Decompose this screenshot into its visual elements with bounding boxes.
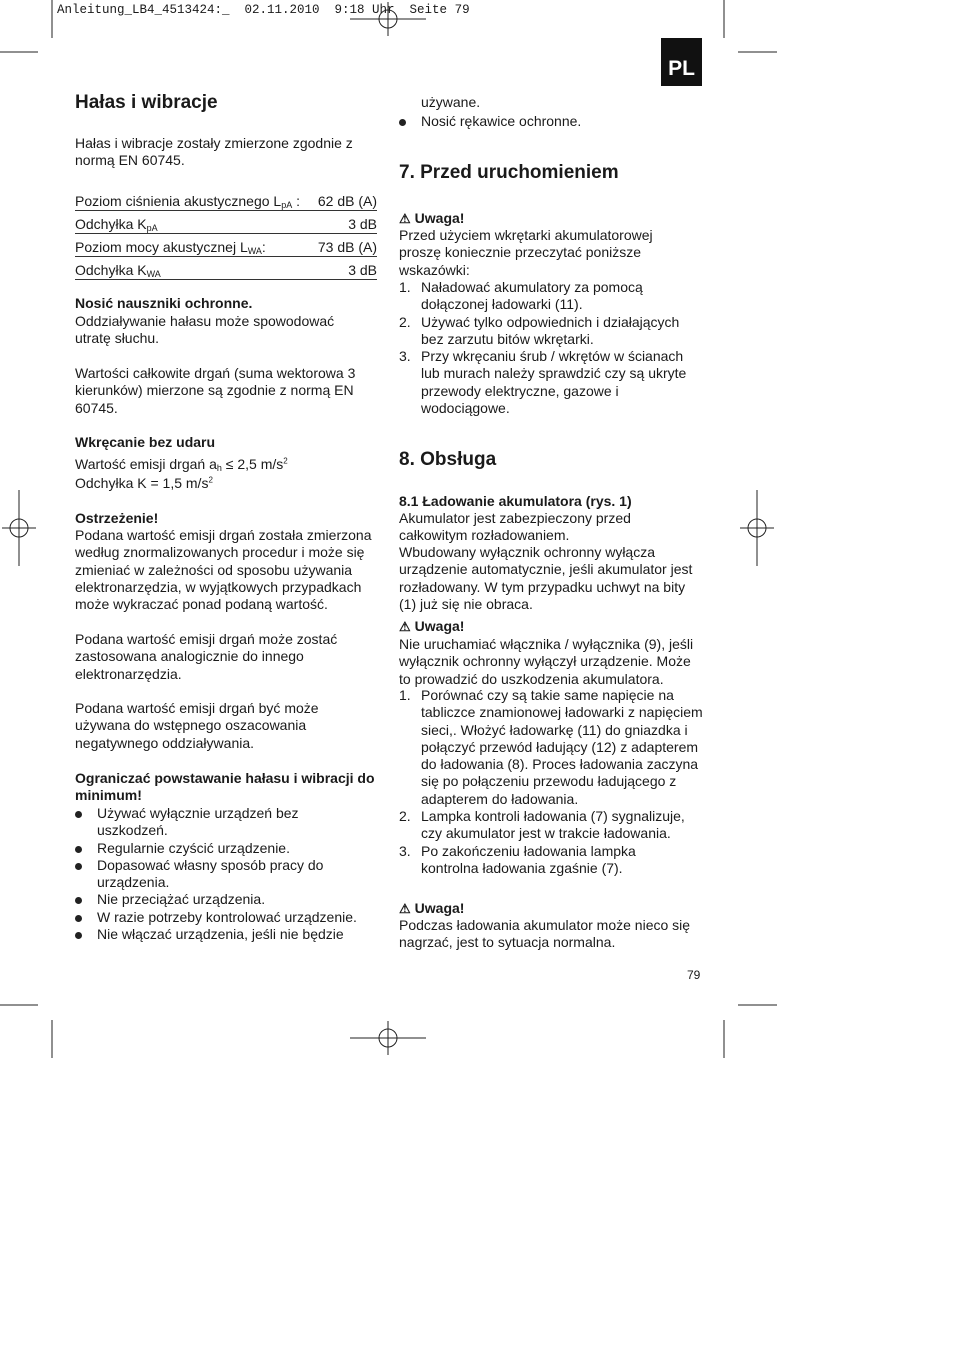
charging-para-1: Akumulator jest zabezpieczony przed całkowitym rozładowaniem. xyxy=(399,510,631,544)
gloves-list xyxy=(399,113,699,130)
list-item: W razie potrzeby kontrolować urządzenie. xyxy=(75,909,365,926)
subsection-charging-heading: 8.1 Ładowanie akumulatora (rys. 1) xyxy=(399,493,632,509)
list-item: Nie przeciążać urządzenia. xyxy=(75,891,365,908)
before-start-intro: Przed użyciem wkrętarki akumulatorowej proszę koniecznie przeczytać poniższe wskazówki: xyxy=(399,227,653,278)
spec-value: 62 dB (A) xyxy=(317,192,377,209)
spec-row xyxy=(75,211,377,234)
spec-row xyxy=(75,257,377,280)
attention-label: ⚠ Uwaga! xyxy=(399,210,465,226)
continued-text: używane. xyxy=(421,94,481,110)
section-title-noise: Hałas i wibracje xyxy=(75,92,218,113)
attention-label: ⚠ Uwaga! xyxy=(399,900,465,916)
limit-list xyxy=(75,805,365,943)
warning-triangle-icon: ⚠ xyxy=(399,619,411,634)
vibration-text: Wartości całkowite drgań (suma wektorowa 3 kierunków) mierzone są zgodnie z normą EN 60745. xyxy=(75,365,356,416)
list-item: Nie włączać urządzenia, jeśli nie będzie xyxy=(75,926,365,943)
limit-heading: Ograniczać powstawanie hałasu i wibracji do minimum! xyxy=(75,770,375,804)
print-slug: Anleitung_LB4_4513424:_ 02.11.2010 9:18 Uhr Seite 79 xyxy=(57,3,470,17)
section-title-before-start: 7. Przed uruchomieniem xyxy=(399,162,619,183)
charging-warning-text: Nie uruchamiać włącznika / wyłącznika (9), jeśli wyłącznik ochronny wyłączył urządzenie. Może to prowadzić do uszkodzenia akumulatora. xyxy=(399,636,694,687)
list-item: Nosić rękawice ochronne. xyxy=(399,113,699,130)
spec-value: 3 dB xyxy=(314,211,377,234)
spec-label: Odchyłka $K_{pA}$ xyxy=(75,211,314,234)
warning-heading: Ostrzeżenie! xyxy=(75,510,159,526)
emission-paragraph-3: Podana wartość emisji drgań być może używana do wstępnego oszacowania negatywnego oddziaływania. xyxy=(75,700,319,751)
charging-steps xyxy=(399,687,703,877)
emission-paragraph-2: Podana wartość emisji drgań może zostać zastosowana analogicznie do innego elektronarzędzia. xyxy=(75,631,338,682)
ear-protection-text: Oddziaływanie hałasu może spowodować utratę słuchu. xyxy=(75,313,335,347)
warning-triangle-icon: ⚠ xyxy=(399,211,411,226)
ear-protection-heading: Nosić nauszniki ochronne. xyxy=(75,295,253,311)
attention-label: ⚠ Uwaga! xyxy=(399,618,465,634)
screwing-heading: Wkręcanie bez udaru xyxy=(75,434,216,450)
spec-label: Poziom mocy akustycznej $L_{WA}$: xyxy=(75,234,314,257)
noise-spec-table xyxy=(75,188,377,280)
spec-value: 73 dB (A) xyxy=(314,234,377,257)
spec-label: Poziom ciśnienia akustycznego $L_{pA}$ : xyxy=(75,192,301,210)
spec-label: Odchyłka $K_{WA}$ xyxy=(75,257,314,280)
spec-row xyxy=(75,188,377,211)
list-item: 3. Po zakończeniu ładowania lampka kontrolna ładowania zgaśnie (7). xyxy=(399,842,636,876)
warning-text: Podana wartość emisji drgań została zmierzona według znormalizowanych procedur i może się zmieniać w zależności od sposobu używania elektronarzędzia, w wyjątkowych przypadkach może wykraczać ponad podaną wartość. xyxy=(75,527,372,613)
noise-intro: Hałas i wibracje zostały zmierzone zgodnie z normą EN 60745. xyxy=(75,135,353,169)
spec-value: 3 dB xyxy=(314,257,377,280)
screwing-deviation: Odchyłka K = 1,5 $m/s^2$ xyxy=(75,475,213,491)
section-title-operation: 8. Obsługa xyxy=(399,449,497,470)
screwing-emission: Wartość emisji drgań $a_h \le 2,5$ $m/s^2$ xyxy=(75,456,288,473)
list-item: 2. Używać tylko odpowiednich i działających bez zarzutu bitów wkrętarki. xyxy=(399,313,680,347)
charging-para-2: Wbudowany wyłącznik ochronny wyłącza urządzenie automatycznie, jeśli akumulator jest rozładowany. W tym przypadku uchwyt na bity (1) już się nie obraca. xyxy=(399,544,693,612)
charging-note: Podczas ładowania akumulator może nieco się nagrzać, jest to sytuacja normalna. xyxy=(399,917,691,951)
list-item: Regularnie czyścić urządzenie. xyxy=(75,840,365,857)
list-item: 1. Naładować akumulatory za pomocą dołączonej ładowarki (11). xyxy=(399,279,643,313)
page-number: 79 xyxy=(687,968,701,982)
list-item: 3. Przy wkręcaniu śrub / wkrętów w ścianach lub murach należy sprawdzić czy są ukryte przewody elektryczne, gazowe i wodociągowe. xyxy=(399,348,687,417)
spec-row xyxy=(75,234,377,257)
before-start-list xyxy=(399,279,703,417)
list-item: Używać wyłącznie urządzeń bez uszkodzeń. xyxy=(75,805,327,840)
list-item: 2. Lampka kontroli ładowania (7) sygnalizuje, czy akumulator jest w trakcie ładowania. xyxy=(399,808,685,842)
warning-triangle-icon: ⚠ xyxy=(399,901,411,916)
list-item: Dopasować własny sposób pracy do urządzenia. xyxy=(75,857,347,892)
language-tab: PL xyxy=(661,38,702,86)
list-item: 1. Porównać czy są takie same napięcie na tabliczce znamionowej ładowarki z napięciem sieci,. Włożyć ładowarkę (11) do gniazdka i połączyć przewód ładujący (12) z adapterem do ładowania (8). Proces ładowania zaczyna się po połączeniu przewodu ładującego z adapterem do ładowania. xyxy=(399,687,703,807)
